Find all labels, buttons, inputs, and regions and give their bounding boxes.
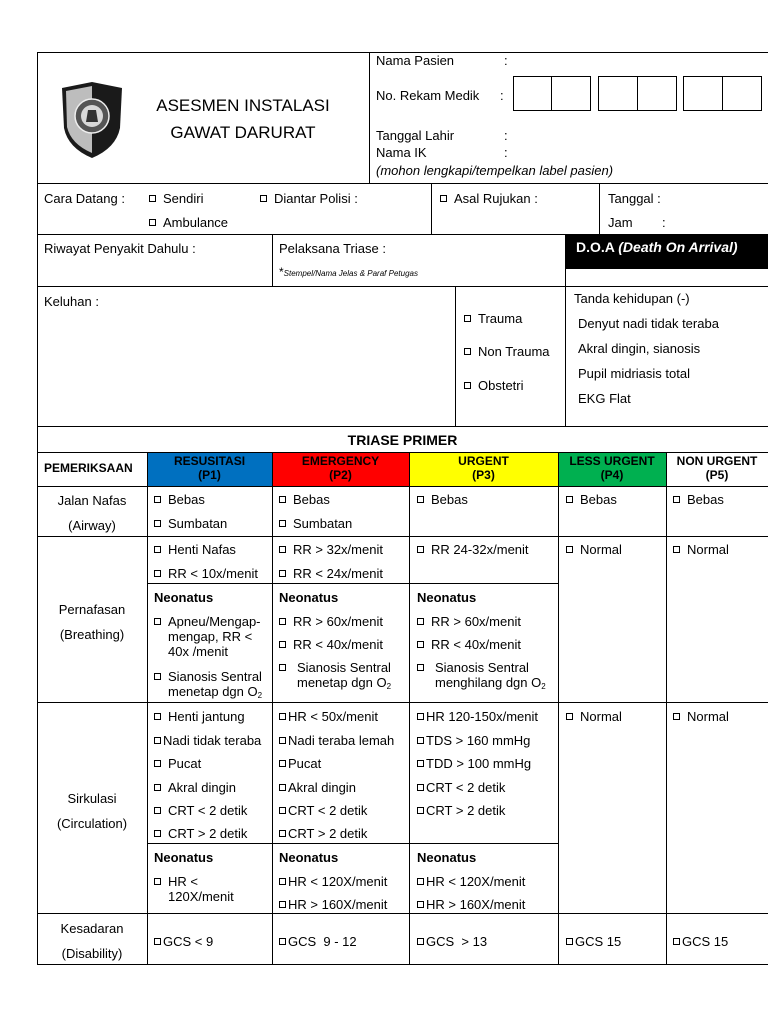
checkbox-icon[interactable] [154, 737, 161, 744]
divider [431, 183, 432, 235]
checkbox-icon[interactable] [149, 219, 156, 226]
checkbox-icon[interactable] [279, 713, 286, 720]
checkbox-icon[interactable] [464, 382, 471, 389]
circulation-p5-option[interactable]: Normal [673, 709, 729, 724]
logo-shield-icon [60, 80, 124, 160]
checkbox-icon[interactable] [417, 713, 424, 720]
neonatus-divider [147, 843, 558, 844]
checkbox-icon[interactable] [566, 713, 573, 720]
category-p2: EMERGENCY (P2) [272, 453, 409, 486]
checkbox-icon[interactable] [279, 784, 286, 791]
breathing-p5-option[interactable]: Normal [673, 542, 729, 557]
circulation-p1-option[interactable]: Akral dingin [154, 780, 236, 795]
checkbox-icon[interactable] [279, 737, 286, 744]
checkbox-icon[interactable] [417, 760, 424, 767]
label-tanggal-lahir: Tanggal Lahir [376, 128, 455, 143]
airway-p1-option[interactable]: Bebas [154, 492, 205, 507]
checkbox-icon[interactable] [464, 348, 471, 355]
checkbox-icon[interactable] [417, 938, 424, 945]
col-divider [409, 452, 410, 965]
circulation-p1-option[interactable]: Nadi tidak teraba [154, 733, 261, 748]
col-divider [666, 452, 667, 965]
checkbox-icon[interactable] [566, 496, 573, 503]
doa-title: D.O.A (Death On Arrival) [576, 239, 738, 255]
row-label-circulation: Sirkulasi [67, 791, 117, 806]
colon: : [504, 128, 508, 143]
circulation-p2-option[interactable]: Nadi teraba lemah [279, 733, 394, 748]
circulation-p3-option[interactable]: CRT > 2 detik [417, 803, 505, 818]
disability-p4-option[interactable]: GCS 15 [566, 934, 621, 949]
circulation-neo-p3-option[interactable]: HR < 120X/menit [417, 874, 525, 889]
row-label-disability: Kesadaran [60, 921, 124, 936]
circulation-p2-option[interactable]: CRT < 2 detik [279, 803, 367, 818]
header-divider [369, 52, 370, 184]
disability-p5-option[interactable]: GCS 15 [673, 934, 728, 949]
checkbox-icon[interactable] [279, 546, 286, 553]
divider [599, 183, 600, 235]
colon: : [504, 53, 508, 68]
checkbox-icon[interactable] [154, 938, 161, 945]
divider [455, 286, 456, 427]
checkbox-icon[interactable] [154, 878, 161, 885]
checkbox-icon[interactable] [154, 713, 161, 720]
breathing-p2-option[interactable]: RR < 24x/menit [279, 566, 383, 581]
breathing-neo-p3-option[interactable]: RR > 60x/menit [417, 614, 521, 629]
circulation-p3-option[interactable]: CRT < 2 detik [417, 780, 505, 795]
option-trauma[interactable]: Trauma [464, 311, 522, 326]
checkbox-icon[interactable] [279, 641, 286, 648]
option-sendiri[interactable]: Sendiri [149, 191, 203, 206]
breathing-p1-option[interactable]: Henti Nafas [154, 542, 236, 557]
circulation-neo-p3-option[interactable]: HR > 160X/menit [417, 897, 525, 912]
rekam-medik-digit-box[interactable] [683, 76, 723, 111]
breathing-p3-option[interactable]: RR 24-32x/menit [417, 542, 529, 557]
checkbox-icon[interactable] [440, 195, 447, 202]
label-no-rekam-medik: No. Rekam Medik [376, 88, 480, 103]
rekam-medik-digit-box[interactable] [513, 76, 552, 111]
breathing-neo-p2-option[interactable]: RR < 40x/menit [279, 637, 383, 652]
header-pemeriksaan: PEMERIKSAAN [44, 461, 133, 475]
checkbox-icon[interactable] [464, 315, 471, 322]
circulation-p3-option[interactable]: TDD > 100 mmHg [417, 756, 531, 771]
checkbox-icon[interactable] [154, 830, 161, 837]
checkbox-icon[interactable] [154, 760, 161, 767]
checkbox-icon[interactable] [673, 496, 680, 503]
label-riwayat-penyakit: Riwayat Penyakit Dahulu : [44, 241, 196, 256]
rekam-medik-digit-box[interactable] [637, 76, 677, 111]
category-p4: LESS URGENT (P4) [558, 453, 666, 486]
checkbox-icon[interactable] [279, 618, 286, 625]
label-cara-datang: Cara Datang : [44, 191, 125, 206]
airway-p2-option[interactable]: Sumbatan [279, 516, 352, 531]
circulation-p1-option[interactable]: Henti jantung [154, 709, 245, 724]
label-tanggal: Tanggal : [608, 191, 661, 206]
category-p1: RESUSITASI (P1) [147, 453, 272, 486]
checkbox-icon[interactable] [154, 570, 161, 577]
checkbox-icon[interactable] [417, 546, 424, 553]
label-nama-pasien: Nama Pasien [376, 53, 455, 68]
checkbox-icon[interactable] [417, 737, 424, 744]
airway-p2-option[interactable]: Bebas [279, 492, 330, 507]
checkbox-icon[interactable] [279, 496, 286, 503]
checkbox-icon[interactable] [417, 901, 424, 908]
checkbox-icon[interactable] [566, 546, 573, 553]
checkbox-icon[interactable] [149, 195, 156, 202]
option-ambulance[interactable]: Ambulance [149, 215, 228, 230]
rekam-medik-digit-box[interactable] [722, 76, 762, 111]
circulation-p4-option[interactable]: Normal [566, 709, 622, 724]
row-divider [37, 536, 768, 537]
checkbox-icon[interactable] [417, 807, 424, 814]
checkbox-icon[interactable] [279, 760, 286, 767]
checkbox-icon[interactable] [417, 664, 424, 671]
complaint-row [37, 286, 768, 427]
airway-p3-option[interactable]: Bebas [417, 492, 468, 507]
patient-label-note: (mohon lengkapi/tempelkan label pasien) [376, 163, 614, 178]
circulation-p1-option[interactable]: CRT < 2 detik [154, 803, 247, 818]
checkbox-icon[interactable] [154, 673, 161, 680]
triage-title: TRIASE PRIMER [347, 432, 458, 448]
checkbox-icon[interactable] [154, 784, 161, 791]
divider [565, 286, 566, 427]
checkbox-icon[interactable] [279, 807, 286, 814]
checkbox-icon[interactable] [279, 938, 286, 945]
checkbox-icon[interactable] [417, 496, 424, 503]
checkbox-icon[interactable] [154, 520, 161, 527]
circulation-p2-option[interactable]: Akral dingin [279, 780, 356, 795]
form-title-line2: GAWAT DARURAT [170, 123, 316, 142]
checkbox-icon[interactable] [673, 713, 680, 720]
doa-sign: Akral dingin, sianosis [578, 341, 701, 356]
checkbox-icon[interactable] [279, 520, 286, 527]
label-keluhan: Keluhan : [44, 294, 99, 309]
disability-p2-option[interactable]: GCS 9 - 12 [279, 934, 357, 949]
disability-p1-option[interactable]: GCS < 9 [154, 934, 213, 949]
neonatus-label: Neonatus [154, 850, 214, 865]
row-label-disability-en: (Disability) [61, 946, 123, 961]
disability-p3-option[interactable]: GCS > 13 [417, 934, 487, 949]
airway-p5-option[interactable]: Bebas [673, 492, 724, 507]
circulation-neo-p2-option[interactable]: HR < 120X/menit [279, 874, 387, 889]
neonatus-label: Neonatus [279, 850, 339, 865]
row-divider [37, 913, 768, 914]
doa-sign: Denyut nadi tidak teraba [578, 316, 719, 331]
checkbox-icon[interactable] [154, 618, 161, 625]
airway-p4-option[interactable]: Bebas [566, 492, 617, 507]
checkbox-icon[interactable] [279, 830, 286, 837]
checkbox-icon[interactable] [279, 878, 286, 885]
neonatus-label: Neonatus [417, 590, 477, 605]
checkbox-icon[interactable] [279, 664, 286, 671]
neonatus-label: Neonatus [279, 590, 339, 605]
checkbox-icon[interactable] [154, 546, 161, 553]
row-label-circulation-en: (Circulation) [56, 816, 128, 831]
row-label-airway: Jalan Nafas [57, 493, 127, 508]
checkbox-icon[interactable] [673, 938, 680, 945]
option-asal-rujukan[interactable]: Asal Rujukan : [440, 191, 538, 206]
checkbox-icon[interactable] [279, 901, 286, 908]
neonatus-label: Neonatus [417, 850, 477, 865]
colon: : [504, 145, 508, 160]
doa-sign: Pupil midriasis total [578, 366, 690, 381]
breathing-p2-option[interactable]: RR > 32x/menit [279, 542, 383, 557]
divider [272, 234, 273, 287]
rekam-medik-digit-box[interactable] [598, 76, 638, 111]
option-obstetri[interactable]: Obstetri [464, 378, 524, 393]
circulation-p1-option[interactable]: CRT > 2 detik [154, 826, 247, 841]
circulation-p3-option[interactable]: HR 120-150x/menit [417, 709, 538, 724]
row-divider [37, 702, 768, 703]
row-label-breathing: Pernafasan [58, 602, 126, 617]
checkbox-icon[interactable] [417, 784, 424, 791]
checkbox-icon[interactable] [154, 807, 161, 814]
circulation-p1-option[interactable]: Pucat [154, 756, 201, 771]
category-p3: URGENT (P3) [409, 453, 558, 486]
circulation-p3-option[interactable]: TDS > 160 mmHg [417, 733, 530, 748]
col-divider [147, 452, 148, 965]
label-jam: Jam [608, 215, 633, 230]
col-divider [558, 452, 559, 965]
checkbox-icon[interactable] [154, 496, 161, 503]
col-divider [272, 452, 273, 965]
row-label-airway-en: (Airway) [68, 518, 116, 533]
checkbox-icon[interactable] [673, 546, 680, 553]
checkbox-icon[interactable] [417, 618, 424, 625]
checkbox-icon[interactable] [260, 195, 267, 202]
doa-sign: Tanda kehidupan (-) [574, 291, 690, 306]
breathing-neo-p2-option[interactable]: RR > 60x/menit [279, 614, 383, 629]
checkbox-icon[interactable] [417, 878, 424, 885]
option-diantar-polisi[interactable]: Diantar Polisi : [260, 191, 358, 206]
colon: : [500, 88, 504, 103]
checkbox-icon[interactable] [279, 570, 286, 577]
circulation-p2-option[interactable]: HR < 50x/menit [279, 709, 378, 724]
category-p5: NON URGENT (P5) [666, 453, 768, 486]
breathing-p4-option[interactable]: Normal [566, 542, 622, 557]
colon: : [662, 215, 666, 230]
doa-sign: EKG Flat [578, 391, 631, 406]
option-non-trauma[interactable]: Non Trauma [464, 344, 550, 359]
checkbox-icon[interactable] [566, 938, 573, 945]
circulation-p2-option[interactable]: Pucat [279, 756, 321, 771]
neonatus-label: Neonatus [154, 590, 214, 605]
stempel-note: *Stempel/Nama Jelas & Paraf Petugas [279, 265, 418, 279]
label-pelaksana-triase: Pelaksana Triase : [279, 241, 386, 256]
circulation-neo-p2-option[interactable]: HR > 160X/menit [279, 897, 387, 912]
form-title-line1: ASESMEN INSTALASI [156, 96, 330, 115]
row-label-breathing-en: (Breathing) [59, 627, 125, 642]
label-nama-ik: Nama IK [376, 145, 427, 160]
breathing-p1-option[interactable]: RR < 10x/menit [154, 566, 258, 581]
circulation-p2-option[interactable]: CRT > 2 detik [279, 826, 367, 841]
checkbox-icon[interactable] [417, 641, 424, 648]
airway-p1-option[interactable]: Sumbatan [154, 516, 227, 531]
breathing-neo-p3-option[interactable]: RR < 40x/menit [417, 637, 521, 652]
neonatus-divider [147, 583, 558, 584]
rekam-medik-digit-box[interactable] [551, 76, 591, 111]
